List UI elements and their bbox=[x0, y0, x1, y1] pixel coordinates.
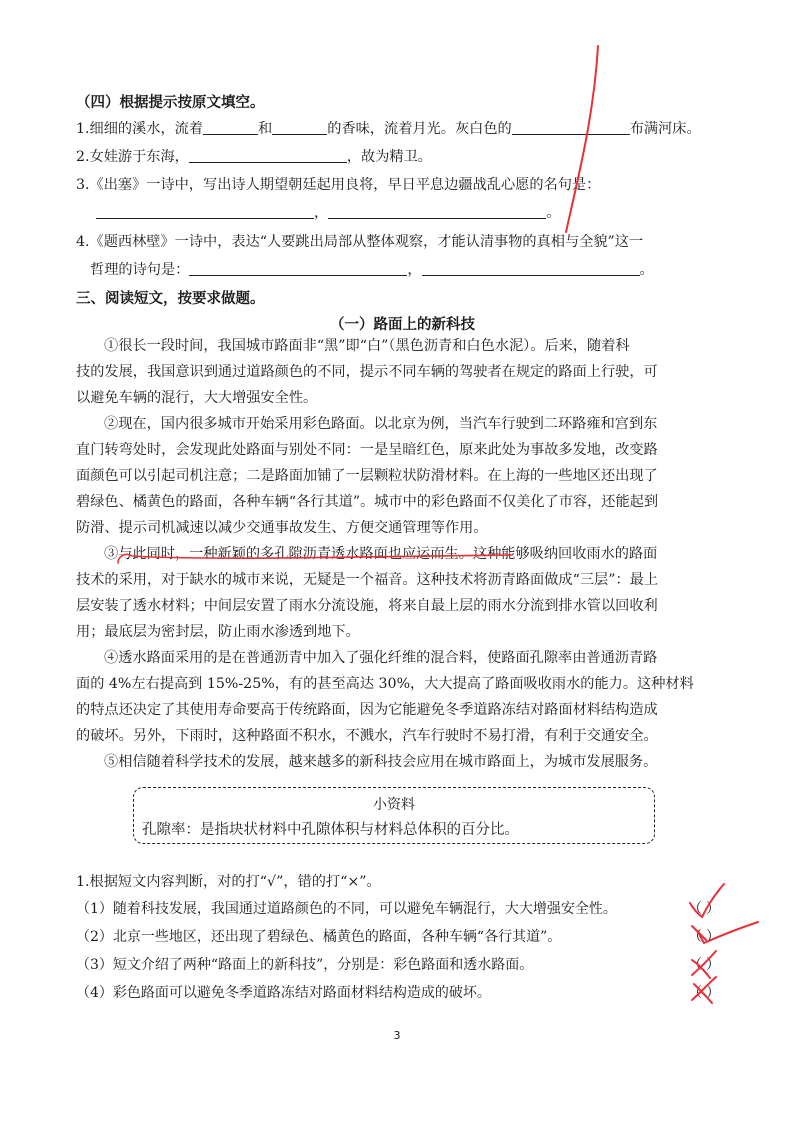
info-box bbox=[133, 787, 655, 844]
p1-line: ①很长一段时间，我国城市路面非“黑”即“白”（黑色沥青和白色水泥）。后来，随着科 bbox=[104, 338, 630, 354]
p2-line: 面颜色可以引起司机注意；二是路面加铺了一层颗粒状防滑材料。在上海的一些地区还出现了 bbox=[76, 468, 658, 484]
p4-line: 的特点还决定了其使用寿命要高于传统路面，因为它能避免冬季道路冻结对路面材料结构造成 bbox=[76, 702, 658, 718]
paren-right: ） bbox=[706, 957, 720, 973]
paren-left: （ bbox=[688, 901, 702, 917]
p4-line: 的破坏。另外，下雨时，这种路面不积水，不溅水，汽车行驶时不易打滑，有利于交通安全。 bbox=[76, 728, 658, 744]
info-box-body: 孔隙率：是指块状材料中孔隙体积与材料总体积的百分比。 bbox=[142, 822, 519, 838]
section-3-heading: 三、阅读短文，按要求做题。 bbox=[76, 291, 265, 307]
judgment-item-2: （2）北京一些地区，还出现了碧绿色、橘黄色的路面，各种车辆“各行其道”。 bbox=[76, 929, 562, 945]
judgment-item-3: （3）短文介绍了两种“路面上的新科技”，分别是：彩色路面和透水路面。 bbox=[76, 957, 534, 973]
question-4-4-line2 bbox=[90, 259, 654, 279]
vertical-stroke-mark bbox=[566, 46, 598, 232]
blank-3[interactable] bbox=[512, 120, 630, 135]
paren-right: ） bbox=[706, 929, 720, 945]
p4-line: 面的 4%左右提高到 15%-25%，有的甚至高达 30%，大大提高了路面吸收雨水的能力。这种材料 bbox=[76, 676, 694, 692]
q1-text-b: 和 bbox=[258, 121, 273, 137]
paren-left: （ bbox=[688, 929, 702, 945]
q1-text-c: 的香味，流着月光。灰白色的 bbox=[327, 121, 512, 137]
paragraph-3 bbox=[76, 541, 731, 645]
blank-5[interactable] bbox=[96, 204, 314, 219]
answer-box-3[interactable] bbox=[688, 954, 720, 974]
question-4-3: 3.《出塞》一诗中，写出诗人期望朝廷起用良将，早日平息边疆战乱心愿的名句是： bbox=[76, 177, 601, 193]
paren-left: （ bbox=[688, 985, 702, 1001]
p2-line: 直门转弯处时，会发现此处路面与别处不同：一是呈暗红色，原来此处为事故多发地，改变路 bbox=[76, 442, 658, 458]
p4-line: ④透水路面采用的是在普通沥青中加入了强化纤维的混合料，使路面孔隙率由普通沥青路 bbox=[104, 650, 658, 666]
answer-box-4[interactable] bbox=[688, 982, 720, 1002]
p1-line: 技的发展，我国意识到通过道路颜色的不同，提示不同车辆的驾驶者在规定的路面上行驶，可 bbox=[76, 364, 658, 380]
p3-line-1 bbox=[76, 541, 731, 567]
paren-right: ） bbox=[706, 901, 720, 917]
p5-line: ⑤相信随着科学技术的发展，越来越多的新科技会应用在城市路面上，为城市发展服务。 bbox=[104, 754, 658, 770]
answer-box-1[interactable] bbox=[688, 898, 720, 918]
p2-line: 碧绿色、橘黄色的路面，各种车辆“各行其道”。城市中的彩色路面不仅美化了市容，还能起到 bbox=[76, 494, 659, 510]
blank-7[interactable] bbox=[189, 261, 407, 276]
q1-text-a: 1.细细的溪水，流着 bbox=[76, 121, 204, 137]
question-4-1 bbox=[76, 118, 701, 138]
paragraph-4 bbox=[76, 645, 731, 749]
p3-line: 层安装了透水材料；中间层安置了雨水分流设施，将来自最上层的雨水分流到排水管以回收利 bbox=[76, 598, 658, 614]
blank-2[interactable] bbox=[272, 120, 327, 135]
q4-text-b: 哲理的诗句是： bbox=[90, 262, 190, 278]
p3-line: 技术的采用，对于缺水的城市来说，无疑是一个福音。这种技术将沥青路面做成“三层”：最上 bbox=[76, 572, 659, 588]
q4-sep: ， bbox=[407, 262, 422, 278]
paren-right: ） bbox=[706, 985, 720, 1001]
section-4-heading: （四）根据提示按原文填空。 bbox=[76, 95, 265, 111]
p3-sentence-rest: 这种能够吸纳回收雨水的路面 bbox=[472, 546, 658, 562]
q4-end: 。 bbox=[639, 262, 654, 278]
blank-6[interactable] bbox=[328, 204, 546, 219]
q1-text-d: 布满河床。 bbox=[629, 121, 701, 137]
q2-text-b: ，故为精卫。 bbox=[346, 149, 432, 165]
p1-line: 以避免车辆的混行，大大增强安全性。 bbox=[76, 390, 318, 406]
judgment-item-1: （1）随着科技发展，我国通过道路颜色的不同，可以避免车辆混行，大大增强安全性。 bbox=[76, 901, 617, 917]
paragraph-5 bbox=[76, 749, 731, 775]
question-4-2 bbox=[76, 146, 432, 166]
paragraph-2 bbox=[76, 411, 731, 541]
paren-left: （ bbox=[688, 957, 702, 973]
blank-8[interactable] bbox=[422, 261, 640, 276]
q3-end: 。 bbox=[546, 205, 561, 221]
answer-box-2[interactable] bbox=[688, 926, 720, 946]
article-title: （一）路面上的新科技 bbox=[330, 317, 475, 333]
judgment-intro: 1.根据短文内容判断，对的打“√”，错的打“×”。 bbox=[76, 874, 381, 890]
paragraph-1 bbox=[76, 333, 731, 411]
q2-text-a: 2.女娃游于东海， bbox=[76, 149, 189, 165]
p2-line: 防滑、提示司机减速以减少交通事故发生、方便交通管理等作用。 bbox=[76, 520, 488, 536]
blank-4[interactable] bbox=[189, 148, 347, 163]
question-4-4: 4.《题西林壁》一诗中，表达“人要跳出局部从整体观察，才能认清事物的真相与全貌”这一 bbox=[76, 234, 644, 250]
page-number: 3 bbox=[393, 1029, 401, 1042]
p3-line: 用；最底层为密封层，防止雨水渗透到地下。 bbox=[76, 624, 360, 640]
info-box-title: 小资料 bbox=[373, 797, 415, 813]
blank-1[interactable] bbox=[203, 120, 258, 135]
p2-line: ②现在，国内很多城市开始采用彩色路面。以北京为例，当汽车行驶到二环路雍和宫到东 bbox=[104, 416, 658, 432]
question-4-3-blanks bbox=[96, 202, 560, 222]
p3-underlined-sentence: ③与此同时，一种新颖的多孔隙沥青透水路面也应运而生。 bbox=[104, 546, 473, 562]
judgment-item-4: （4）彩色路面可以避免冬季道路冻结对路面材料结构造成的破坏。 bbox=[76, 985, 491, 1001]
q3-sep: ， bbox=[314, 205, 329, 221]
